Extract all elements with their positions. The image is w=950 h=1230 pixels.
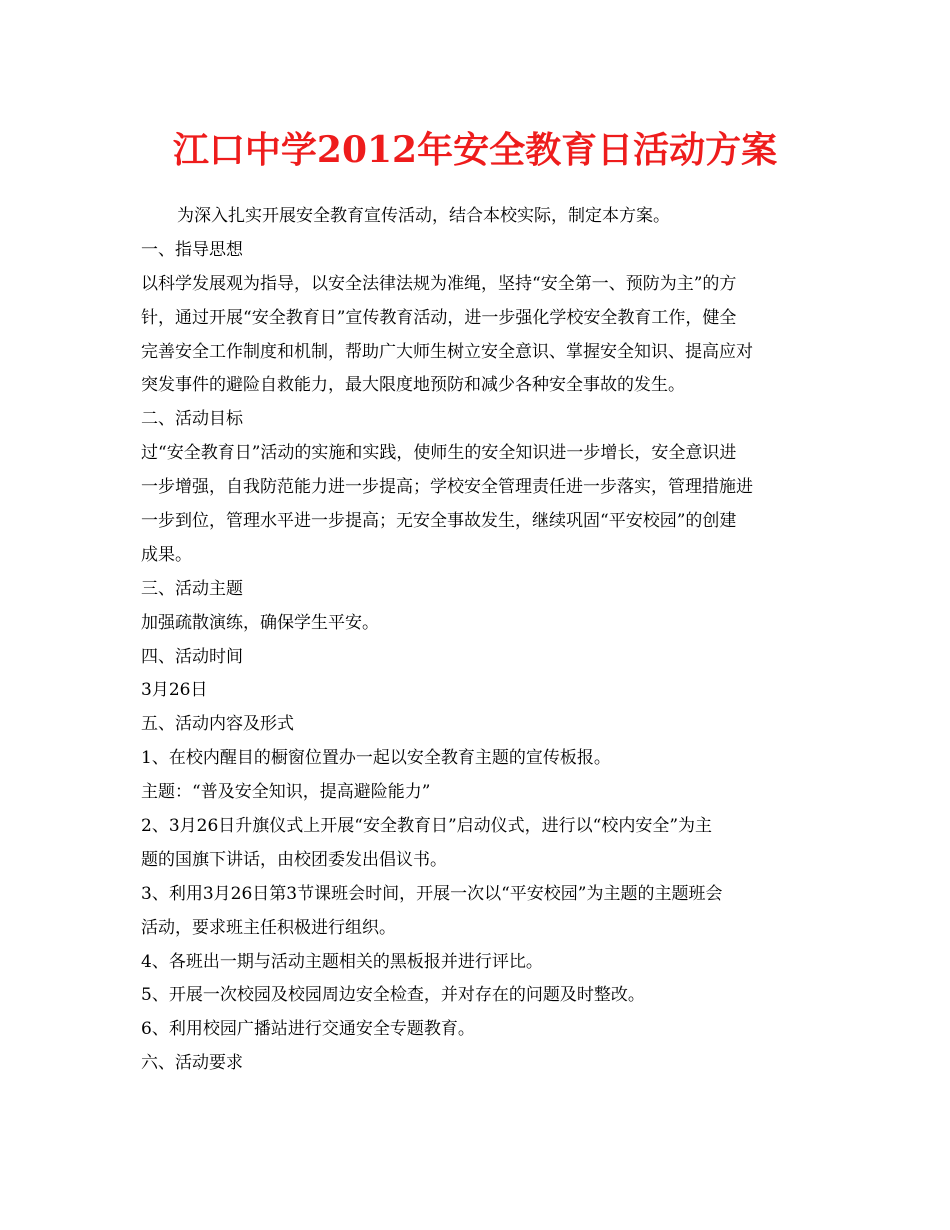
intro-paragraph: 为深入扎实开展安全教育宣传活动，结合本校实际，制定本方案。 <box>177 206 670 226</box>
goals-line: 过“安全教育日”活动的实施和实践，使师生的安全知识进一步增长，安全意识进 <box>141 443 737 464</box>
guiding-line: 以科学发展观为指导，以安全法律法规为准绳，坚持“安全第一、预防为主”的方 <box>141 273 737 294</box>
content-line: 6、利用校园广播站进行交通安全专题教育。 <box>141 1019 475 1040</box>
goals-line: 一步增强，自我防范能力进一步提高；学校安全管理责任进一步落实，管理措施进 <box>141 477 753 498</box>
time-text: 3月26日 <box>141 680 208 701</box>
content-line: 1、在校内醒目的橱窗位置办一起以安全教育主题的宣传板报。 <box>141 748 611 769</box>
section-heading-content: 五、活动内容及形式 <box>141 714 294 735</box>
goals-line: 成果。 <box>141 544 192 565</box>
section-heading-requirements: 六、活动要求 <box>141 1053 243 1074</box>
section-heading-time: 四、活动时间 <box>141 646 243 667</box>
section-heading-theme: 三、活动主题 <box>141 578 243 599</box>
content-line: 4、各班出一期与活动主题相关的黑板报并进行评比。 <box>141 951 543 972</box>
document-body <box>141 200 813 1081</box>
theme-text: 加强疏散演练，确保学生平安。 <box>141 612 379 633</box>
section-heading-guiding: 一、指导思想 <box>141 239 243 260</box>
guiding-line: 针，通过开展“安全教育日”宣传教育活动，进一步强化学校安全教育工作，健全 <box>141 307 737 328</box>
content-line: 5、开展一次校园及校园周边安全检查，并对存在的问题及时整改。 <box>141 985 645 1006</box>
content-line: 2、3月26日升旗仪式上开展“安全教育日”启动仪式，进行以“校内安全”为主 <box>141 816 713 837</box>
content-line: 3、利用3月26日第3节课班会时间，开展一次以“平安校园”为主题的主题班会 <box>141 883 723 904</box>
content-line: 主题：“普及安全知识，提高避险能力” <box>141 782 431 803</box>
guiding-line: 突发事件的避险自救能力，最大限度地预防和减少各种安全事故的发生。 <box>141 375 685 396</box>
content-line: 题的国旗下讲话，由校团委发出倡议书。 <box>141 849 447 870</box>
guiding-line: 完善安全工作制度和机制，帮助广大师生树立安全意识、掌握安全知识、提高应对 <box>141 341 753 362</box>
document-title: 江口中学2012年安全教育日活动方案 <box>172 129 778 171</box>
goals-line: 一步到位，管理水平进一步提高；无安全事故发生，继续巩固“平安校园”的创建 <box>141 511 737 532</box>
section-heading-goals: 二、活动目标 <box>141 409 243 430</box>
content-line: 活动，要求班主任积极进行组织。 <box>141 917 396 938</box>
